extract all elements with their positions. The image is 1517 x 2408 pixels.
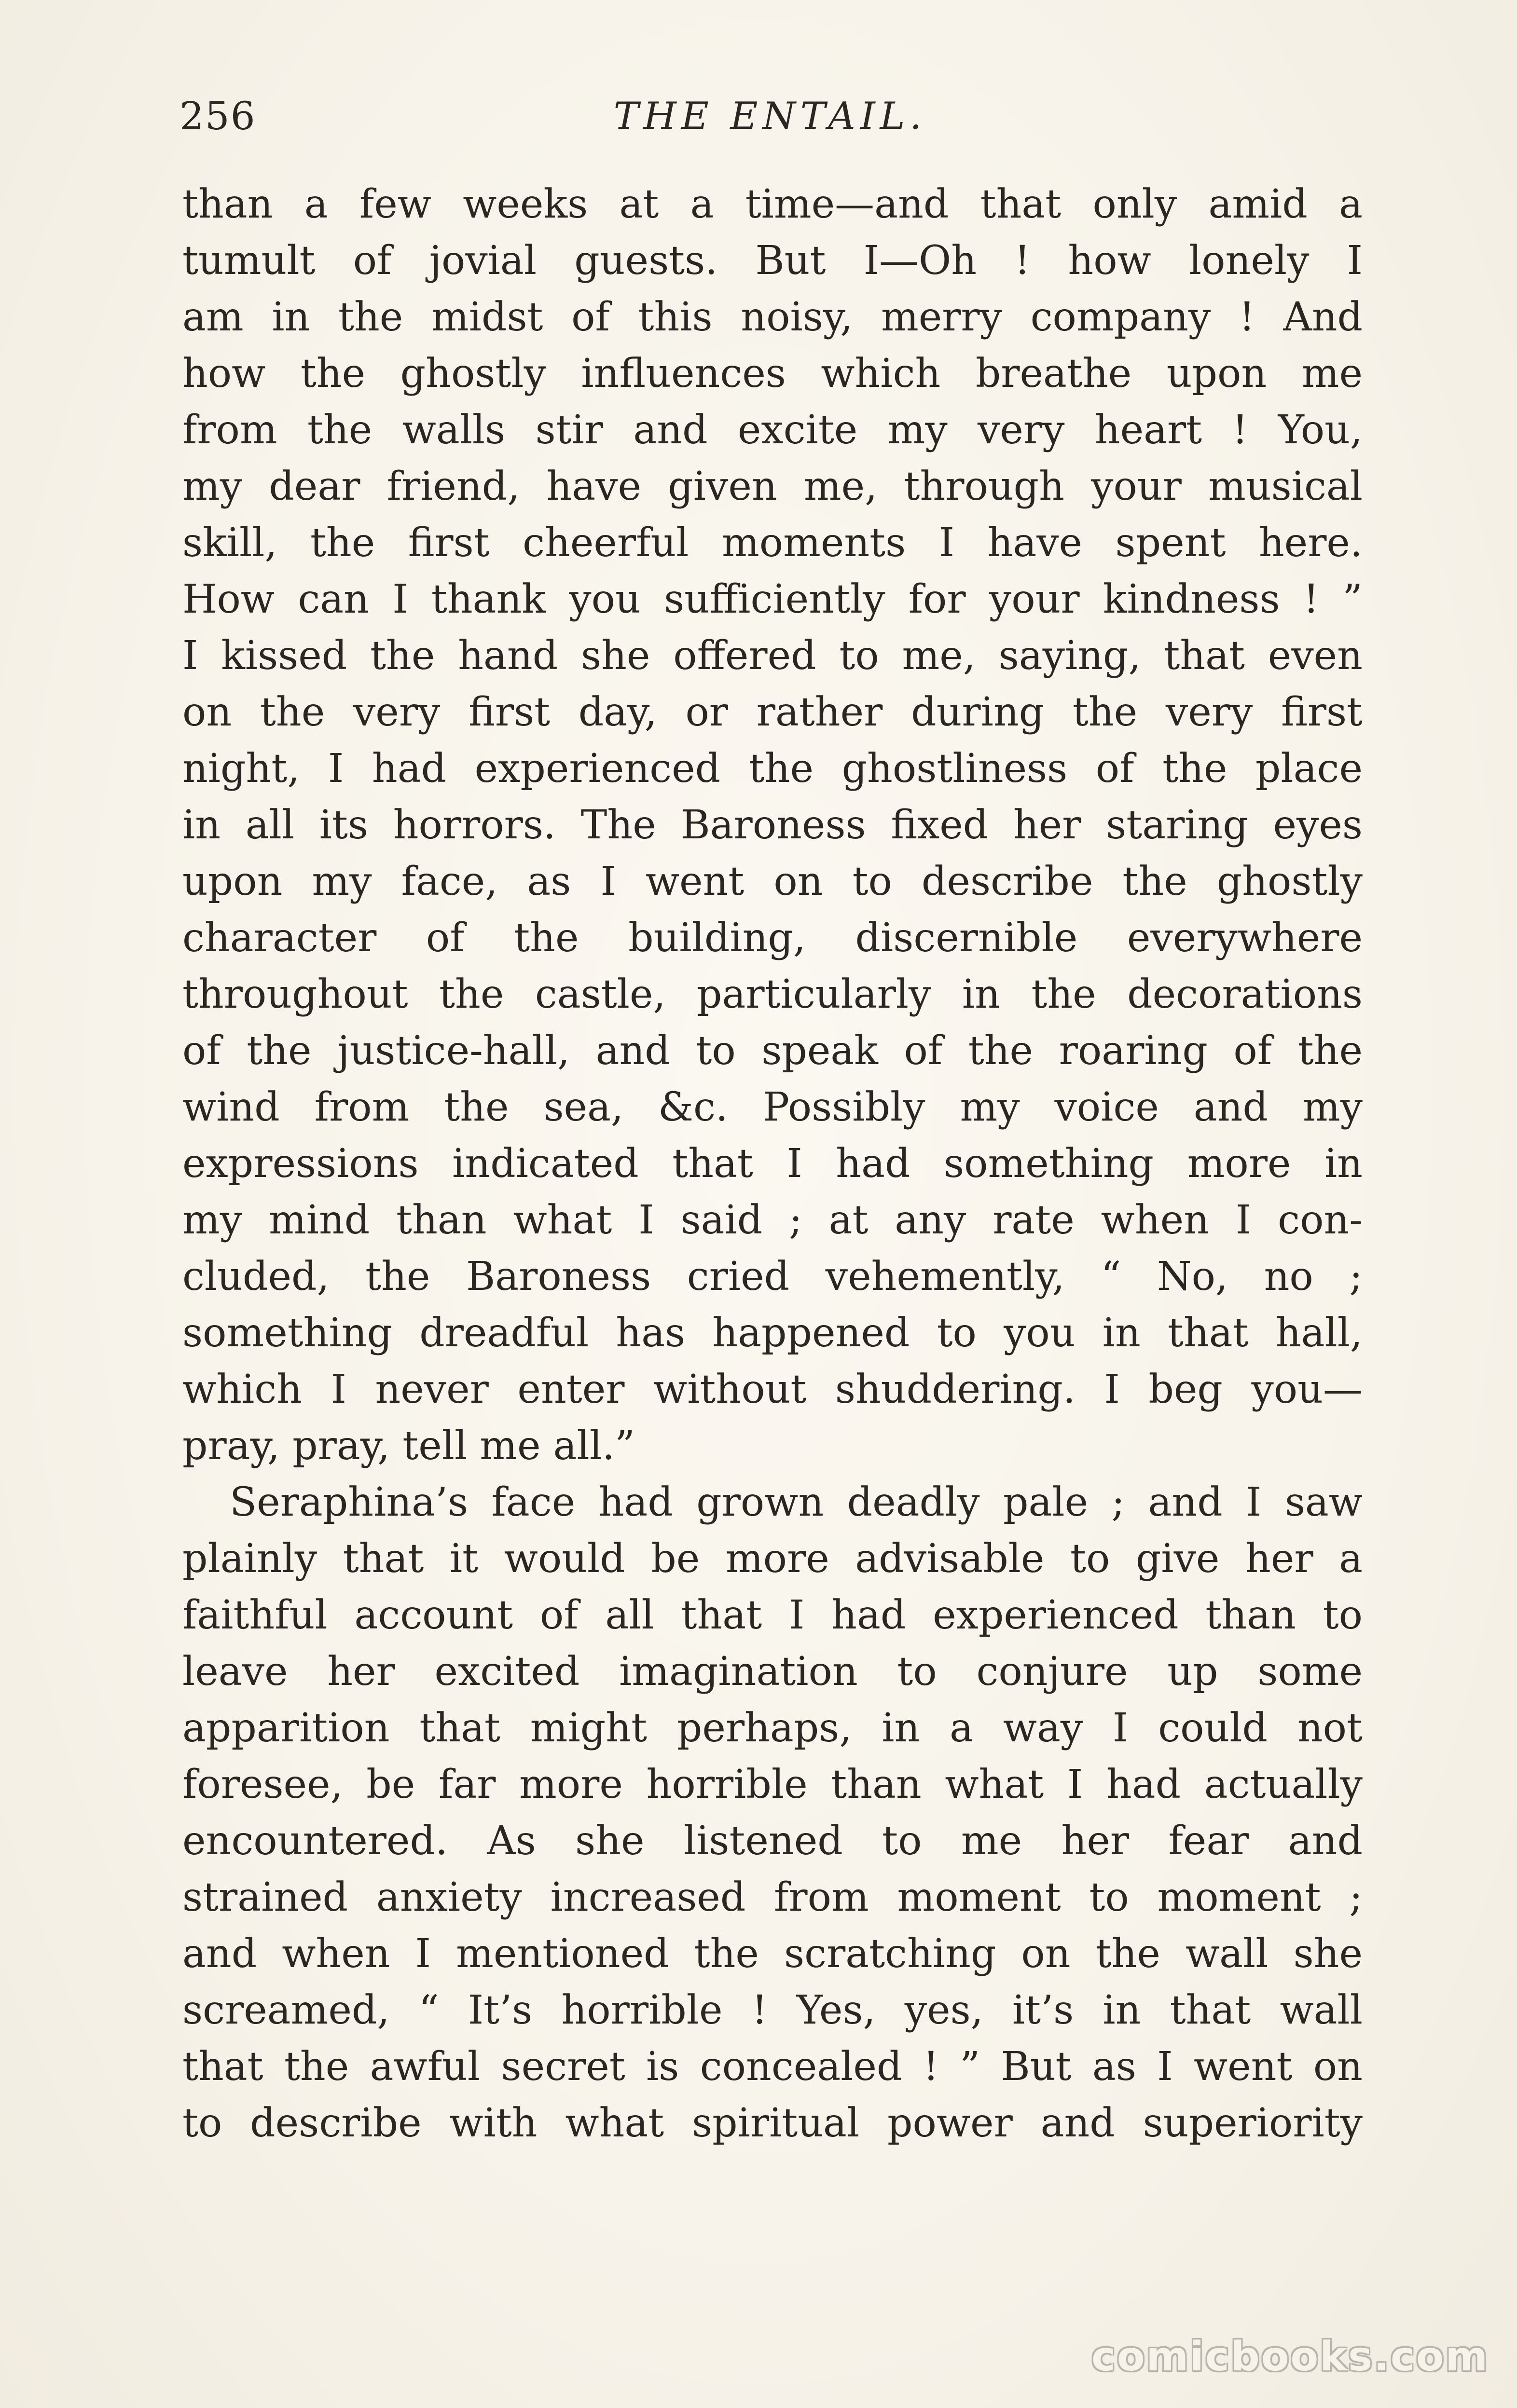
text-line: foresee, be far more horrible than what I had actually [182,1762,1363,1807]
text-line: in all its horrors. The Baroness fixed her staring eyes [182,802,1363,848]
text-line: strained anxiety increased from moment to moment ; [182,1874,1363,1920]
text-line: how the ghostly influences which breathe upon me [182,351,1363,397]
text-line: How can I thank you sufficiently for your kindness ! ” [182,576,1363,622]
text-line: expressions indicated that I had something more in [182,1141,1363,1187]
text-line: which I never enter without shuddering. I beg you— [182,1367,1363,1412]
text-line: encountered. As she listened to me her fear and [182,1818,1363,1864]
text-line: from the walls stir and excite my very heart ! You, [182,407,1363,453]
text-line: screamed, “ It’s horrible ! Yes, yes, it’s in that wall [182,1987,1363,2033]
paragraph-end-line: pray, pray, tell me all.” [182,1423,635,1469]
text-line: wind from the sea, &c. Possibly my voice and my [182,1084,1363,1130]
text-line: skill, the first cheerful moments I have spent here. [182,520,1363,566]
body-text [182,176,1363,2151]
text-line: plainly that it would be more advisable to give her a [182,1536,1363,1582]
text-line: throughout the castle, particularly in the decorations [182,971,1363,1017]
text-line: on the very first day, or rather during the very first [182,689,1363,735]
text-line: cluded, the Baroness cried vehemently, “ No, no ; [182,1254,1363,1300]
running-head [179,85,1361,148]
text-line: leave her excited imagination to conjure up some [182,1649,1363,1695]
text-line: faithful account of all that I had experienced than to [182,1592,1363,1638]
text-line: and when I mentioned the scratching on the wall she [182,1931,1363,1977]
text-line: something dreadful has happened to you in that hall, [182,1310,1363,1356]
text-line: night, I had experienced the ghostliness of the place [182,746,1363,792]
paragraph-start-line: Seraphina’s face had grown deadly pale ; and I saw [230,1479,1363,1525]
text-line: of the justice-hall, and to speak of the roaring of the [182,1028,1363,1074]
text-line: to describe with what spiritual power and superiority [182,2100,1363,2146]
site-watermark: comicbooks.com [1091,2333,1489,2380]
text-line: tumult of jovial guests. But I—Oh ! how lonely I [182,238,1363,284]
text-line: upon my face, as I went on to describe the ghostly [182,859,1363,904]
text-line: am in the midst of this noisy, merry company ! And [182,294,1363,340]
text-line: that the awful secret is concealed ! ” But as I went on [182,2044,1363,2090]
page-number: 256 [179,94,256,138]
running-title: THE ENTAIL. [613,95,927,138]
text-line: than a few weeks at a time—and that only amid a [182,181,1363,227]
text-line: I kissed the hand she offered to me, saying, that even [182,633,1363,679]
text-line: character of the building, discernible everywhere [182,915,1363,961]
text-line: apparition that might perhaps, in a way I could not [182,1705,1363,1751]
text-line: my dear friend, have given me, through your musical [182,464,1363,509]
text-line: my mind than what I said ; at any rate when I con- [182,1197,1363,1243]
